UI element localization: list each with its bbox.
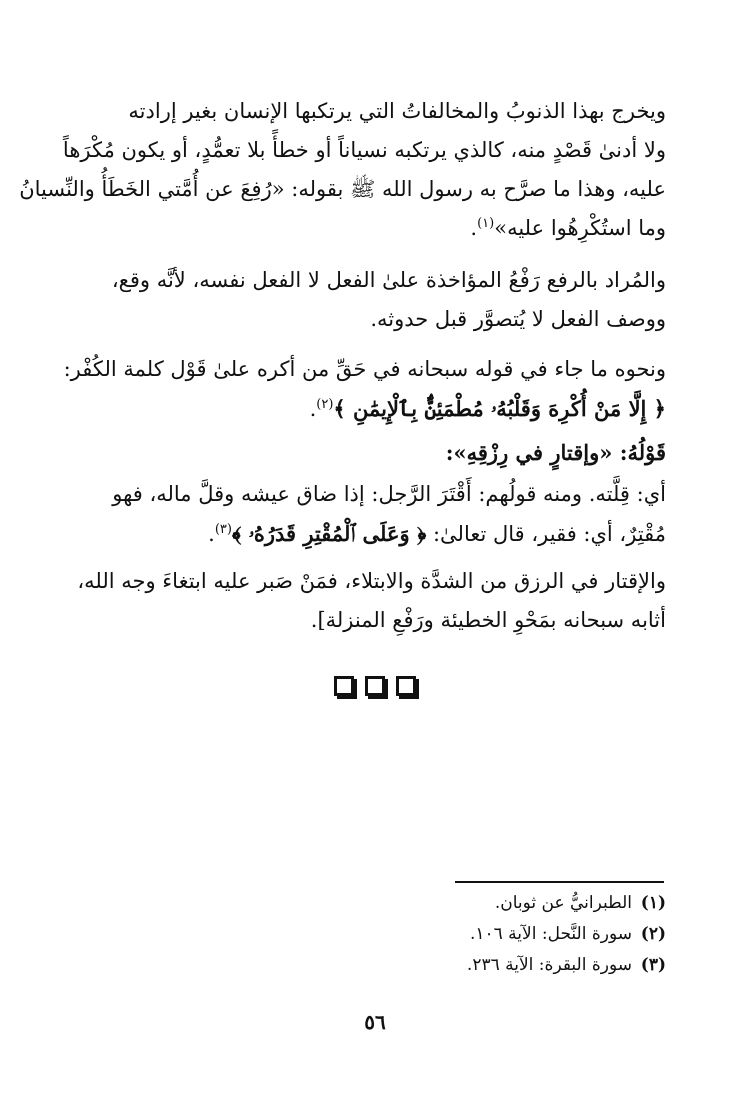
paragraph-2-line-2: ووصف الفعل لا يُتصوَّر قبل حدوثه. (370, 307, 666, 331)
section-separator (0, 675, 750, 696)
footnote-3 (300, 950, 666, 981)
paragraph-4-line-2 (62, 514, 666, 554)
paragraph-4 (62, 475, 666, 554)
paragraph-3 (62, 350, 666, 429)
footnote-ref-1: (١) (477, 216, 495, 231)
footnote-number: (١) (640, 893, 666, 913)
paragraph-5-line-1: والإقتار في الرزق من الشدَّة والابتلاء، فمَنْ صَبر عليه ابتغاءَ وجه الله، (77, 569, 666, 593)
paragraph-3-line-2: ﴿ إِلَّا مَنْ أُكْرِهَ وَقَلْبُهُۥ مُطْمَئِنٌّۢ بِٱلْإِيمَٰنِ ﴾$^{(٢)}$. (309, 396, 666, 421)
paragraph-4-line-2-start: مُقْتِرٌ، أي: فقير، قال تعالىٰ: (432, 522, 666, 546)
paragraph-5 (62, 562, 666, 640)
square-ornament-icon (396, 676, 416, 696)
page-number: ٥٦ (364, 1010, 386, 1034)
footnote-2 (300, 919, 666, 950)
square-ornament-icon (334, 676, 354, 696)
quran-verse-2: ﴿ وَعَلَى ٱلْمُقْتِرِ قَدَرُهُۥ ﴾ (231, 521, 427, 546)
paragraph-1-line-3: عليه، وهذا ما صرَّح به رسول الله ﷺ بقوله: «رُفِعَ عن أُمَّتي الخَطَأُ والنِّسيانُ (19, 177, 666, 201)
paragraph-1-line-2: ولا أدنىٰ قَصْدٍ منه، كالذي يرتكبه نسياناً أو خطأً بلا تعمُّدٍ، أو يكون مُكْرَهاً (62, 138, 666, 162)
section-heading: قَوْلُهُ: «وإقتارٍ في رِزْقِهِ»: (445, 440, 666, 465)
footnote-1 (300, 888, 666, 919)
footnote-ref-3: (٣) (214, 522, 232, 537)
paragraph-4-line-1: أي: قِلَّته. ومنه قولُهم: أَقْتَرَ الرَّجل: إذا ضاق عيشه وقلَّ ماله، فهو (112, 482, 666, 506)
footnote-text: سورة البقرة: الآية ٢٣٦. (466, 955, 632, 975)
paragraph-1-line-4: وما استُكْرِهُوا عليه»$^{(١)}$. (470, 216, 666, 240)
paragraph-3-line-1: ونحوه ما جاء في قوله سبحانه في حَقِّ من أكره علىٰ قَوْل كلمة الكُفْر: (63, 357, 666, 381)
footnote-divider (455, 881, 664, 883)
paragraph-5-line-2: أثابه سبحانه بمَحْوِ الخطيئة ورَفْعِ المنزلة]. (310, 608, 666, 632)
paragraph-4-line-2-end: . (208, 522, 215, 546)
square-ornament-icon (365, 676, 385, 696)
paragraph-2 (62, 261, 666, 339)
footnote-ref-2: (٢) (316, 397, 334, 412)
footnote-text: سورة النَّحل: الآية ١٠٦. (469, 924, 632, 944)
footnote-text: الطبرانيُّ عن ثوبان. (494, 893, 632, 913)
footnote-number: (٣) (640, 955, 666, 975)
footnotes-list (300, 888, 666, 981)
hadith-end: وما استُكْرِهُوا عليه» (494, 216, 666, 240)
paragraph-2-line-1: والمُراد بالرفع رَفْعُ المؤاخذة علىٰ الفعل لا الفعل نفسه، لأنَّه وقع، (111, 268, 666, 292)
quran-verse-1: ﴿ إِلَّا مَنْ أُكْرِهَ وَقَلْبُهُۥ مُطْمَئِنٌّۢ بِٱلْإِيمَٰنِ ﴾ (333, 396, 666, 421)
paragraph-1 (19, 92, 666, 248)
paragraph-1-line-1: ويخرج بهذا الذنوبُ والمخالفاتُ التي يرتكبها الإنسان بغير إرادته (128, 99, 666, 123)
footnote-number: (٢) (640, 924, 666, 944)
